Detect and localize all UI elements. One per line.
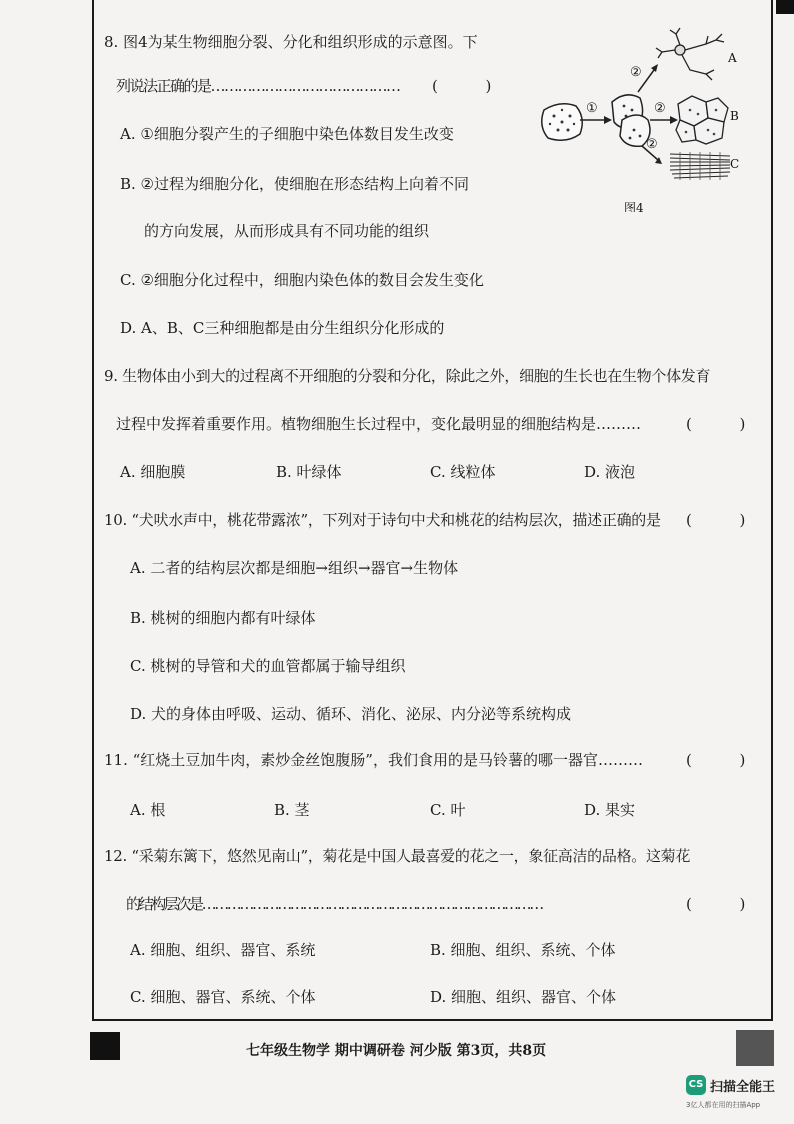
right-border <box>771 0 773 1020</box>
figure-4-cell-diagram <box>530 22 770 212</box>
q8-option-b-line1: B. ②过程为细胞分化，使细胞在形态结构上向着不同 <box>120 175 470 193</box>
q11-option-a: A. 根 <box>130 801 166 819</box>
q11-answer-blank[interactable]: ( ) <box>686 751 746 769</box>
camscanner-tagline: 3亿人都在用的扫描App <box>686 1101 761 1109</box>
fig-step-2-a: ② <box>630 65 642 80</box>
q8-answer-blank[interactable]: ( ) <box>432 77 492 95</box>
page-footer: 七年级生物学 期中调研卷 河少版 第3页，共8页 <box>246 1043 547 1059</box>
q9-option-b: B. 叶绿体 <box>276 463 342 481</box>
q9-answer-blank[interactable]: ( ) <box>686 415 746 433</box>
fig-step-2-c: ② <box>646 137 658 152</box>
fig-label-a: A <box>728 51 737 65</box>
fig-label-c: C <box>730 157 740 171</box>
q8-option-a: A. ①细胞分裂产生的子细胞中染色体数目发生改变 <box>120 125 454 143</box>
fig-caption: 图4 <box>624 201 644 212</box>
q9-option-c: C. 线粒体 <box>430 463 496 481</box>
q12-stem-line1: 12. “采菊东篱下，悠然见南山”，菊花是中国人最喜爱的花之一，象征高洁的品格。这菊花 <box>104 847 691 865</box>
q10-answer-blank[interactable]: ( ) <box>686 511 746 529</box>
q9-option-d: D. 液泡 <box>584 463 636 481</box>
left-border <box>92 0 94 1020</box>
fig-label-b: B <box>730 109 739 123</box>
q8-option-c: C. ②细胞分化过程中，细胞内染色体的数目会发生变化 <box>120 271 484 289</box>
q8-stem-line1: 8. 图4为某生物细胞分裂、分化和组织形成的示意图。下 <box>104 33 478 51</box>
corner-mark-top <box>776 0 794 14</box>
q12-option-b: B. 细胞、组织、系统、个体 <box>430 941 616 959</box>
q10-stem: 10. “犬吠水声中，桃花带露浓”，下列对于诗句中犬和桃花的结构层次，描述正确的是 <box>104 511 661 529</box>
q10-option-c: C. 桃树的导管和犬的血管都属于输导组织 <box>130 657 406 675</box>
q11-option-c: C. 叶 <box>430 801 466 819</box>
q11-option-b: B. 茎 <box>274 801 310 819</box>
q9-stem-line2: 过程中发挥着重要作用。植物细胞生长过程中，变化最明显的细胞结构是……… <box>116 415 642 433</box>
fig-step-2-b: ② <box>654 101 666 116</box>
bottom-border <box>92 1019 773 1021</box>
q10-option-b: B. 桃树的细胞内都有叶绿体 <box>130 609 316 627</box>
q12-answer-blank[interactable]: ( ) <box>686 895 746 913</box>
q9-stem-line1: 9. 生物体由小到大的过程离不开细胞的分裂和分化，除此之外，细胞的生长也在生物个体发育 <box>104 367 711 385</box>
fig-step-1: ① <box>586 101 598 116</box>
q12-stem-line2: 的结构层次是……………………………………………………………………… <box>126 895 542 913</box>
q12-option-a: A. 细胞、组织、器官、系统 <box>130 941 316 959</box>
q11-stem: 11. “红烧土豆加牛肉，素炒金丝饱腹肠”，我们食用的是马铃薯的哪一器官……… <box>104 751 643 769</box>
q11-option-d: D. 果实 <box>584 801 636 819</box>
q12-option-d: D. 细胞、组织、器官、个体 <box>430 988 617 1006</box>
q8-stem-line2: 列说法正确的是…………………………………… <box>116 77 400 95</box>
q10-option-d: D. 犬的身体由呼吸、运动、循环、消化、泌尿、内分泌等系统构成 <box>130 705 572 723</box>
q10-option-a: A. 二者的结构层次都是细胞→组织→器官→生物体 <box>130 559 459 577</box>
q12-option-c: C. 细胞、器官、系统、个体 <box>130 988 316 1006</box>
camscanner-name: 扫描全能王 <box>710 1080 776 1095</box>
q8-option-d: D. A、B、C三种细胞都是由分生组织分化形成的 <box>120 319 445 337</box>
qr-code-mark <box>736 1030 774 1066</box>
corner-mark-bottom-left <box>90 1032 120 1060</box>
camscanner-logo-icon: CS <box>686 1075 706 1095</box>
q9-option-a: A. 细胞膜 <box>120 463 186 481</box>
q8-option-b-line2: 的方向发展，从而形成具有不同功能的组织 <box>144 222 430 240</box>
